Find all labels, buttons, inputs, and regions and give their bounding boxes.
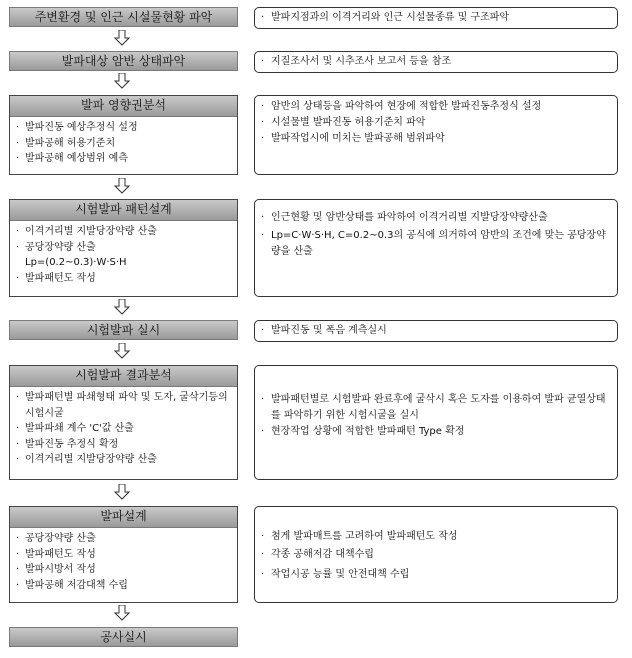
down-arrow-icon — [114, 605, 130, 621]
list-item: · 발파진동 추정식 확정 — [16, 438, 119, 450]
step-2-header: 발파대상 암반 상태파악 — [9, 51, 238, 71]
list-item: · 공당장약량 산출 — [16, 241, 96, 253]
down-arrow-icon — [114, 299, 130, 315]
down-arrow-icon — [114, 30, 130, 46]
list-item: · 공당장약량 산출 — [16, 533, 96, 544]
list-item: · 발파공해 저감대책 수립 — [16, 579, 128, 591]
down-arrow-icon — [114, 484, 130, 500]
step-3-header: 발파 영향권분석 — [10, 96, 237, 117]
list-item: · 이격거리별 지발당장약량 산출 — [16, 454, 157, 465]
step-7-note-box — [254, 506, 618, 603]
note: · 현장작업 상황에 적합한 발파패턴 Type 확정 — [261, 426, 465, 437]
down-arrow-icon — [114, 73, 130, 89]
note: · 발파패턴별로 시험발파 완료후에 굴삭시 혹은 도자를 이용하여 발파 균열상태를 파악하기 위한 시험시굴을 실시 — [261, 394, 606, 421]
step-4-box — [9, 199, 238, 297]
list-item: Lp=(0.2~0.3)·W·S·H — [25, 257, 127, 268]
list-item: · 발파패턴도 작성 — [16, 548, 96, 560]
step-6-box — [9, 365, 238, 480]
step-3-box — [9, 95, 238, 175]
list-item: · 발파공해 허용기준치 — [16, 137, 116, 149]
note: · 인근현황 및 암반상태를 파악하여 이격거리별 지발당장약량산출 — [261, 212, 548, 223]
list-item: · 발파진동 예상추정식 설정 — [16, 122, 138, 133]
step-1-header: 주변환경 및 인근 시설물현황 파악 — [9, 7, 238, 27]
step-7-header: 발파설계 — [10, 507, 237, 528]
step-4-header: 시험발파 패턴설계 — [10, 200, 237, 221]
list-item: · 발파공해 예상범위 예측 — [16, 153, 128, 164]
note: · 시설물별 발파진동 허용기준치 파악 — [261, 117, 426, 128]
note: · 첨게 발파매트를 고려하여 발파패턴도 작성 — [261, 531, 458, 542]
list-item: · 발파패턴별 파쇄형태 파악 및 도자, 굴삭기등의 시험시굴 — [16, 392, 228, 419]
step-6-header: 시험발파 결과분석 — [10, 366, 237, 387]
step-6-note-box — [254, 365, 618, 480]
step-5-header: 시험발파 실시 — [9, 320, 238, 340]
note: · 지질조사서 및 시추조사 보고서 등을 참조 — [261, 56, 452, 67]
note: · 작업시공 능률 및 안전대책 수립 — [261, 569, 410, 580]
down-arrow-icon — [114, 343, 130, 359]
step-8-header: 공사실시 — [9, 627, 238, 647]
note: · 암반의 상태등을 파악하여 현장에 적합한 발파진동추정식 설정 — [261, 101, 542, 112]
step-2-note-box — [254, 51, 618, 73]
list-item: · 발파패턴도 작성 — [16, 272, 96, 284]
down-arrow-icon — [114, 178, 130, 194]
step-4-note-box — [254, 199, 618, 297]
note: · 발파진동 및 폭음 계측실시 — [261, 325, 387, 336]
list-item: · 발파파쇄 계수 'C'값 산출 — [16, 423, 134, 434]
step-7-box — [9, 506, 238, 603]
list-item: · 발파시방서 작성 — [16, 564, 96, 575]
list-item: · 이격거리별 지발당장약량 산출 — [16, 226, 157, 237]
note: · 발파작업시에 미치는 발파공해 범위파악 — [261, 133, 445, 144]
step-3-note-box — [254, 95, 618, 175]
note: · 발파지점과의 이격거리와 인근 시설물종류 및 구조파악 — [261, 12, 510, 23]
step-1-note-box — [254, 7, 618, 29]
step-5-note-box — [254, 320, 618, 342]
note: · 각종 공해저감 대책수립 — [261, 549, 374, 560]
note: · Lp=C·W·S·H, C=0.2~0.3의 공식에 의거하여 암반의 조건에 맞는 공당장약량을 산출 — [261, 230, 606, 257]
